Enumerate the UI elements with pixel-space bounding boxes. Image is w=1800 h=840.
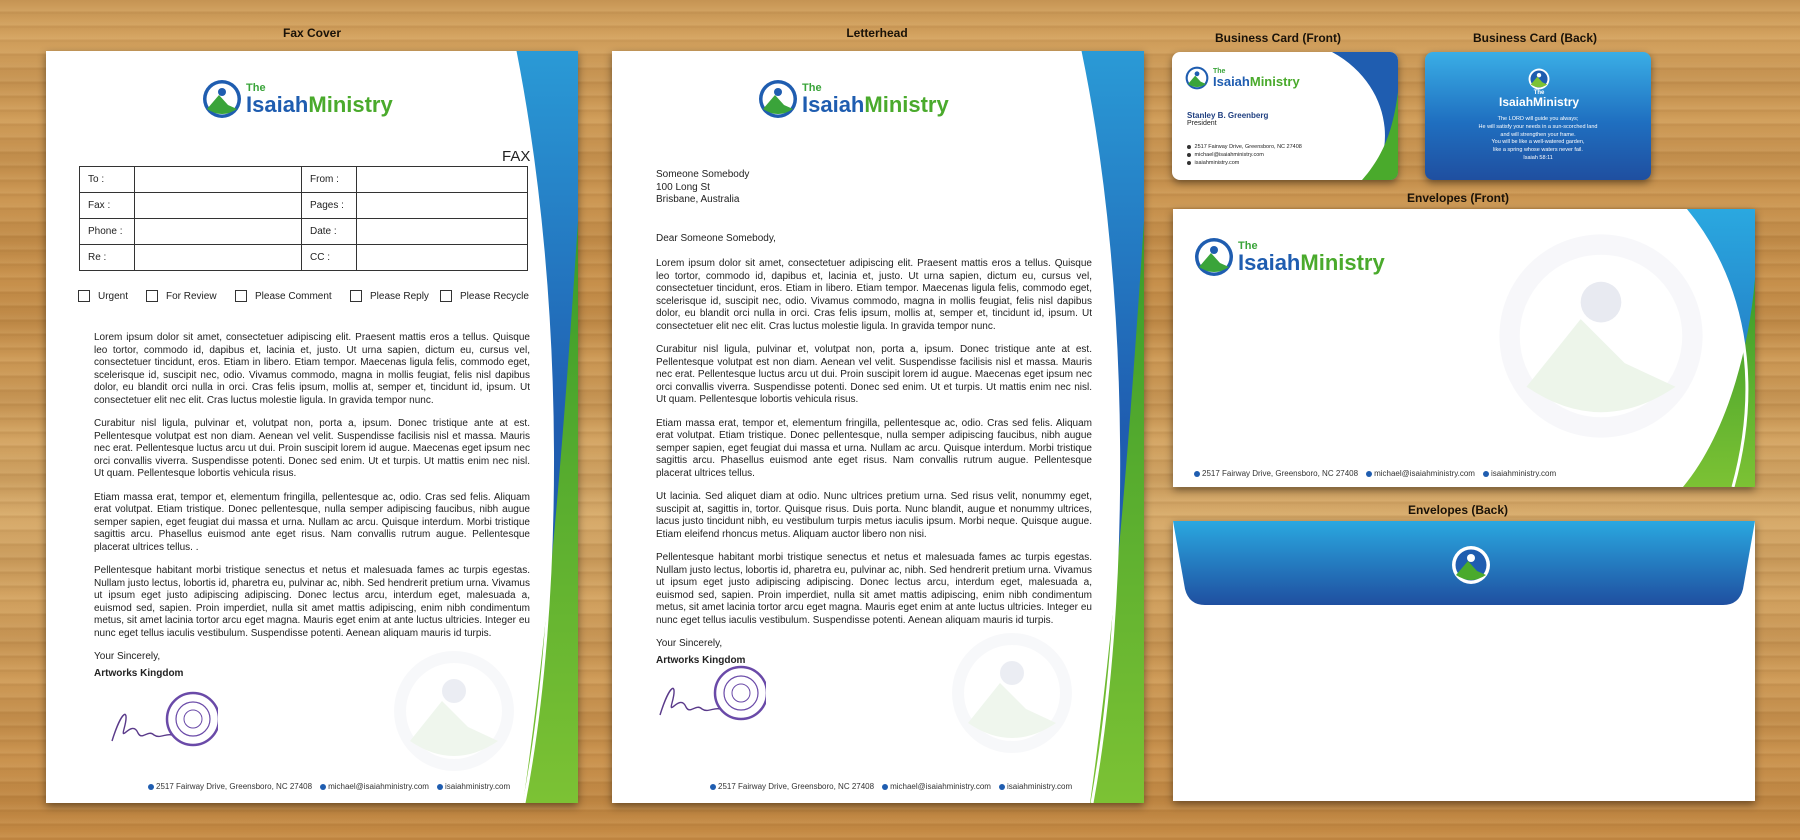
letter-paragraph: Pellentesque habitant morbi tristique senectus et netus et malesuada fames ac turpis egestas. Nullam justo lectus, lobortis id, pharetra eu, pulvinar ac, nibh. Sed hendrerit pretium urna. Vivamus ut ipsum eget justo adipiscing adipiscing. Donec lectus arcu, interdum eget, malesuada a, euismod sed, sapien. Proin imperdiet, nulla sit amet mattis adipiscing, enim nibh condimentum metus, sit amet lacinia tortor arcu eget magna. Mauris eget enim at ante luctus ultricies. Integer eu nunc eget tellus iaculis vestibulum. Suspendisse potenti. Aenean aliquam mauris id turpis. bbox=[656, 552, 1092, 626]
email-text[interactable]: michael@isaiahministry.com bbox=[320, 782, 429, 791]
fax-label-pages: Pages : bbox=[302, 193, 357, 219]
fax-form-table bbox=[79, 166, 528, 271]
logo-the: The bbox=[802, 81, 822, 94]
signature-stamp-icon bbox=[656, 663, 766, 725]
verse-line: The LORD will guide you always; bbox=[1497, 116, 1579, 122]
fax-field-phone[interactable] bbox=[135, 219, 302, 245]
card-title: President bbox=[1187, 120, 1217, 127]
fax-field-cc[interactable] bbox=[357, 245, 528, 271]
logo-the: The bbox=[1533, 90, 1545, 96]
home-icon bbox=[148, 784, 154, 790]
mountain-logo-icon bbox=[1194, 237, 1234, 277]
caption-envelope-back: Envelopes (Back) bbox=[1407, 503, 1509, 517]
fax-paragraph: Lorem ipsum dolor sit amet, consectetuer adipiscing elit. Praesent mattis eros a tellus. Quisque leo tortor, commodo id, dapibus et, lacinia et, justo. Ut urna sapien, dictum eu, cursus vel, consectetuer tincidunt, eros. Etiam in libero. Etiam tempor. Maecenas ligula felis, commodo eget, scelerisque id, suscipit nec, odio. Vivamus commodo, magna in mollis feugiat, felis nisl dapibus dolor, eu blandit orci nulla in orci. Cras felis ipsum, mollis at, semper et, tincidunt id, ipsum. Ut consectetuer elit nec elit. Cras luctus molestie ligula. In gravida tempor nunc. bbox=[94, 332, 530, 406]
fax-field-pages[interactable] bbox=[357, 193, 528, 219]
fax-label-date: Date : bbox=[302, 219, 357, 245]
mountain-logo-icon bbox=[1528, 68, 1550, 90]
letterhead-sheet bbox=[612, 51, 1144, 803]
mountain-logo-icon bbox=[1185, 66, 1209, 90]
address-text: 2517 Fairway Drive, Greensboro, NC 27408 bbox=[710, 782, 874, 791]
fax-label-cc: CC : bbox=[302, 245, 357, 271]
watermark-logo-icon bbox=[950, 631, 1074, 755]
checkbox-please-reply[interactable]: Please Reply bbox=[350, 290, 429, 302]
caption-fax-cover: Fax Cover bbox=[282, 26, 342, 40]
mail-icon bbox=[1366, 471, 1372, 477]
logo bbox=[1194, 237, 1385, 277]
card-email[interactable]: michael@isaiahministry.com bbox=[1187, 151, 1302, 159]
fax-field-from[interactable] bbox=[357, 167, 528, 193]
verse-reference: Isaiah 58:11 bbox=[1523, 154, 1553, 161]
email-text[interactable]: michael@isaiahministry.com bbox=[1366, 469, 1475, 478]
logo-name: IsaiahMinistry bbox=[1499, 95, 1580, 109]
recipient-street: 100 Long St bbox=[656, 181, 710, 193]
fax-row bbox=[80, 193, 528, 219]
recipient-city: Brisbane, Australia bbox=[656, 194, 740, 205]
letter-closing: Your Sincerely, bbox=[656, 638, 723, 649]
letter-paragraph: Etiam massa erat, tempor et, elementum fringilla, pellentesque ac, odio. Cras sed felis. Aliquam erat volutpat. Etiam tristique. Donec pellentesque, nulla semper adipiscing faucibus, nibh augue semper sapien, eget feugiat dui massa et urna. Nullam ac arcu. Quisque interdum. Morbi tristique sagittis arcu. Phasellus euismod ante eget risus. Nam convallis rutrum augue. Pellentesque placerat ultrices tellus. bbox=[656, 417, 1092, 479]
checkbox-please-comment[interactable]: Please Comment bbox=[235, 290, 332, 302]
email-text[interactable]: michael@isaiahministry.com bbox=[882, 782, 991, 791]
checkbox-for-review[interactable]: For Review bbox=[146, 290, 217, 302]
checkbox-icon[interactable] bbox=[440, 290, 452, 302]
fax-row bbox=[80, 219, 528, 245]
envelope-back bbox=[1173, 521, 1755, 801]
letter-signer: Artworks Kingdom bbox=[656, 654, 746, 666]
logo-name: IsaiahMinistry bbox=[1213, 74, 1300, 89]
logo-the: The bbox=[246, 81, 266, 94]
fax-label-phone: Phone : bbox=[80, 219, 135, 245]
verse-line: He will satisfy your needs in a sun-scorched land bbox=[1478, 123, 1598, 130]
letterhead-footer bbox=[710, 782, 1072, 791]
caption-envelope-front: Envelopes (Front) bbox=[1406, 191, 1509, 205]
signature-stamp-icon bbox=[108, 689, 218, 751]
fax-row bbox=[80, 167, 528, 193]
checkbox-icon[interactable] bbox=[235, 290, 247, 302]
fax-body bbox=[94, 332, 530, 680]
fax-signer: Artworks Kingdom bbox=[94, 667, 184, 679]
fax-paragraph: Curabitur nisl ligula, pulvinar et, volutpat non, porta a, ipsum. Donec tristique ante at est. Pellentesque volutpat est non diam. Aenean vel velit. Suspendisse facilisis nisl et massa. Mauris nec erat. Pellentesque luctus arcu ut dui. Proin suscipit lorem id augue. Maecenas eget ipsum nec orci convallis viverra. Suspendisse potenti. Donec sed enim. Ut et turpis. Ut mattis enim nec nisl. Ut quam. Pellentesque lobortis vehicula risus. bbox=[94, 418, 530, 479]
fax-field-fax[interactable] bbox=[135, 193, 302, 219]
card-web[interactable]: isaiahministry.com bbox=[1187, 159, 1302, 167]
fax-footer bbox=[148, 782, 510, 791]
web-text[interactable]: isaiahministry.com bbox=[999, 782, 1072, 791]
envelope-front bbox=[1173, 209, 1755, 487]
mail-icon bbox=[320, 784, 326, 790]
fax-field-re[interactable] bbox=[135, 245, 302, 271]
fax-field-to[interactable] bbox=[135, 167, 302, 193]
verse-line: like a spring whose waters never fail. bbox=[1493, 147, 1583, 154]
fax-label-from: From : bbox=[302, 167, 357, 193]
letter-paragraph: Lorem ipsum dolor sit amet, consectetuer adipiscing elit. Praesent mattis eros a tellus. Quisque leo tortor, commodo id, dapibus et, lacinia et, justo. Ut urna sapien, dictum eu, cursus vel, consectetuer tincidunt, eros. Etiam in libero. Etiam tempor. Maecenas ligula felis, commodo eget, scelerisque id, suscipit nec, odio. Vivamus commodo, magna in mollis feugiat, felis nisl dapibus dolor, eu blandit orci nulla in orci. Cras felis ipsum, mollis at, semper et, tincidunt id, ipsum. Ut consectetuer elit nec elit. Cras luctus molestie ligula. In gravida tempor nunc. bbox=[656, 258, 1092, 332]
letter-paragraph: Ut lacinia. Sed aliquet diam at odio. Nunc ultrices pretium urna. Sed risus velit, nonummy eget, suscipit at, sagittis in, tortor. Quisque risus. Duis porta. Nunc blandit, augue et nonummy ultrices, lacus justo tincidunt nibh, eu vestibulum turpis metus iaculis ipsum. Morbi neque. Quisque augue. Etiam eleifend rhoncus metus. Aliquam auctor libero non nisi. bbox=[656, 491, 1092, 540]
fax-closing: Your Sincerely, bbox=[94, 651, 161, 662]
card-address: 2517 Fairway Drive, Greensboro, NC 27408 bbox=[1187, 143, 1302, 151]
letter-body bbox=[656, 258, 1092, 667]
web-text[interactable]: isaiahministry.com bbox=[1483, 469, 1556, 478]
fax-label-to: To : bbox=[80, 167, 135, 193]
home-icon bbox=[710, 784, 716, 790]
globe-icon bbox=[1483, 471, 1489, 477]
mountain-logo-icon bbox=[202, 79, 242, 119]
logo-name: IsaiahMinistry bbox=[1238, 249, 1385, 275]
business-card-back bbox=[1425, 52, 1651, 180]
fax-heading: FAX bbox=[502, 148, 531, 165]
card-name: Stanley B. Greenberg bbox=[1187, 111, 1269, 120]
logo-name: IsaiahMinistry bbox=[802, 91, 949, 117]
caption-letterhead: Letterhead bbox=[846, 26, 908, 40]
fax-field-date[interactable] bbox=[357, 219, 528, 245]
checkbox-icon[interactable] bbox=[146, 290, 158, 302]
home-icon bbox=[1194, 471, 1200, 477]
fax-cover-sheet bbox=[46, 51, 578, 803]
checkbox-urgent[interactable]: Urgent bbox=[78, 290, 128, 302]
globe-icon bbox=[437, 784, 443, 790]
logo bbox=[1185, 66, 1300, 90]
envelope-footer bbox=[1194, 469, 1556, 478]
letter-salutation: Dear Someone Somebody, bbox=[656, 233, 776, 244]
address-text: 2517 Fairway Drive, Greensboro, NC 27408 bbox=[148, 782, 312, 791]
mail-icon bbox=[1187, 153, 1191, 157]
verse-line: and will strengthen your frame. bbox=[1500, 131, 1576, 138]
mountain-logo-icon bbox=[758, 79, 798, 119]
logo bbox=[758, 79, 949, 119]
mail-icon bbox=[882, 784, 888, 790]
verse-line: You will be like a well-watered garden, bbox=[1491, 139, 1585, 146]
card-contact bbox=[1187, 143, 1302, 167]
mountain-logo-icon bbox=[1451, 545, 1491, 585]
fax-paragraph: Pellentesque habitant morbi tristique senectus et netus et malesuada fames ac turpis egestas. Nullam justo lectus, lobortis id, pharetra eu, pulvinar ac, nibh. Sed hendrerit pretium urna. Vivamus ut ipsum eget justo adipiscing adipiscing. Donec lectus arcu, interdum eget, malesuada a, euismod sed, sapien. Proin imperdiet, nulla sit amet mattis adipiscing, enim nibh condimentum metus, sit amet lacinia tortor arcu eget magna. Mauris eget enim at ante luctus ultricies. Integer eu nunc eget tellus iaculis vestibulum. Suspendisse potenti. Aenean aliquam mauris id turpis. bbox=[94, 565, 530, 639]
web-text[interactable]: isaiahministry.com bbox=[437, 782, 510, 791]
watermark-logo-icon bbox=[392, 649, 516, 773]
caption-card-front: Business Card (Front) bbox=[1214, 31, 1341, 45]
fax-paragraph: Etiam massa erat, tempor et, elementum fringilla, pellentesque ac, odio. Cras sed felis. Aliquam erat volutpat. Etiam tristique. Donec pellentesque, nulla semper adipiscing faucibus, nibh augue semper sapien, eget feugiat dui massa et urna. Nullam ac arcu. Quisque interdum. Morbi tristique sagittis arcu. Phasellus euismod ante eget risus. Nam convallis rutrum augue. Pellentesque placerat ultrices tellus. . bbox=[94, 491, 530, 553]
address-text: 2517 Fairway Drive, Greensboro, NC 27408 bbox=[1194, 469, 1358, 478]
letter-paragraph: Curabitur nisl ligula, pulvinar et, volutpat non, porta a, ipsum. Donec tristique ante at est. Pellentesque volutpat est non diam. Aenean vel velit. Suspendisse facilisis nisl et massa. Mauris nec erat. Pellentesque luctus arcu ut dui. Proin suscipit lorem id augue. Maecenas eget ipsum nec orci convallis viverra. Suspendisse potenti. Donec sed enim. Ut et turpis. Ut mattis enim nec nisl. Ut quam. Pellentesque lobortis vehicula risus. bbox=[656, 344, 1092, 405]
checkbox-icon[interactable] bbox=[350, 290, 362, 302]
recipient-address bbox=[656, 169, 749, 207]
home-icon bbox=[1187, 145, 1191, 149]
globe-icon bbox=[999, 784, 1005, 790]
logo bbox=[202, 79, 393, 119]
globe-icon bbox=[1187, 161, 1191, 165]
card-verse bbox=[1425, 116, 1651, 163]
fax-label-fax: Fax : bbox=[80, 193, 135, 219]
checkbox-icon[interactable] bbox=[78, 290, 90, 302]
business-card-front bbox=[1172, 52, 1398, 180]
logo-the: The bbox=[1213, 68, 1226, 75]
logo-the: The bbox=[1238, 239, 1258, 252]
fax-label-re: Re : bbox=[80, 245, 135, 271]
logo bbox=[1499, 68, 1579, 108]
recipient-name: Someone Somebody bbox=[656, 169, 750, 180]
caption-card-back: Business Card (Back) bbox=[1472, 31, 1598, 45]
checkbox-please-recycle[interactable]: Please Recycle bbox=[440, 290, 529, 302]
logo-name: IsaiahMinistry bbox=[246, 91, 393, 117]
fax-row bbox=[80, 245, 528, 271]
watermark-logo-icon bbox=[1496, 231, 1706, 441]
